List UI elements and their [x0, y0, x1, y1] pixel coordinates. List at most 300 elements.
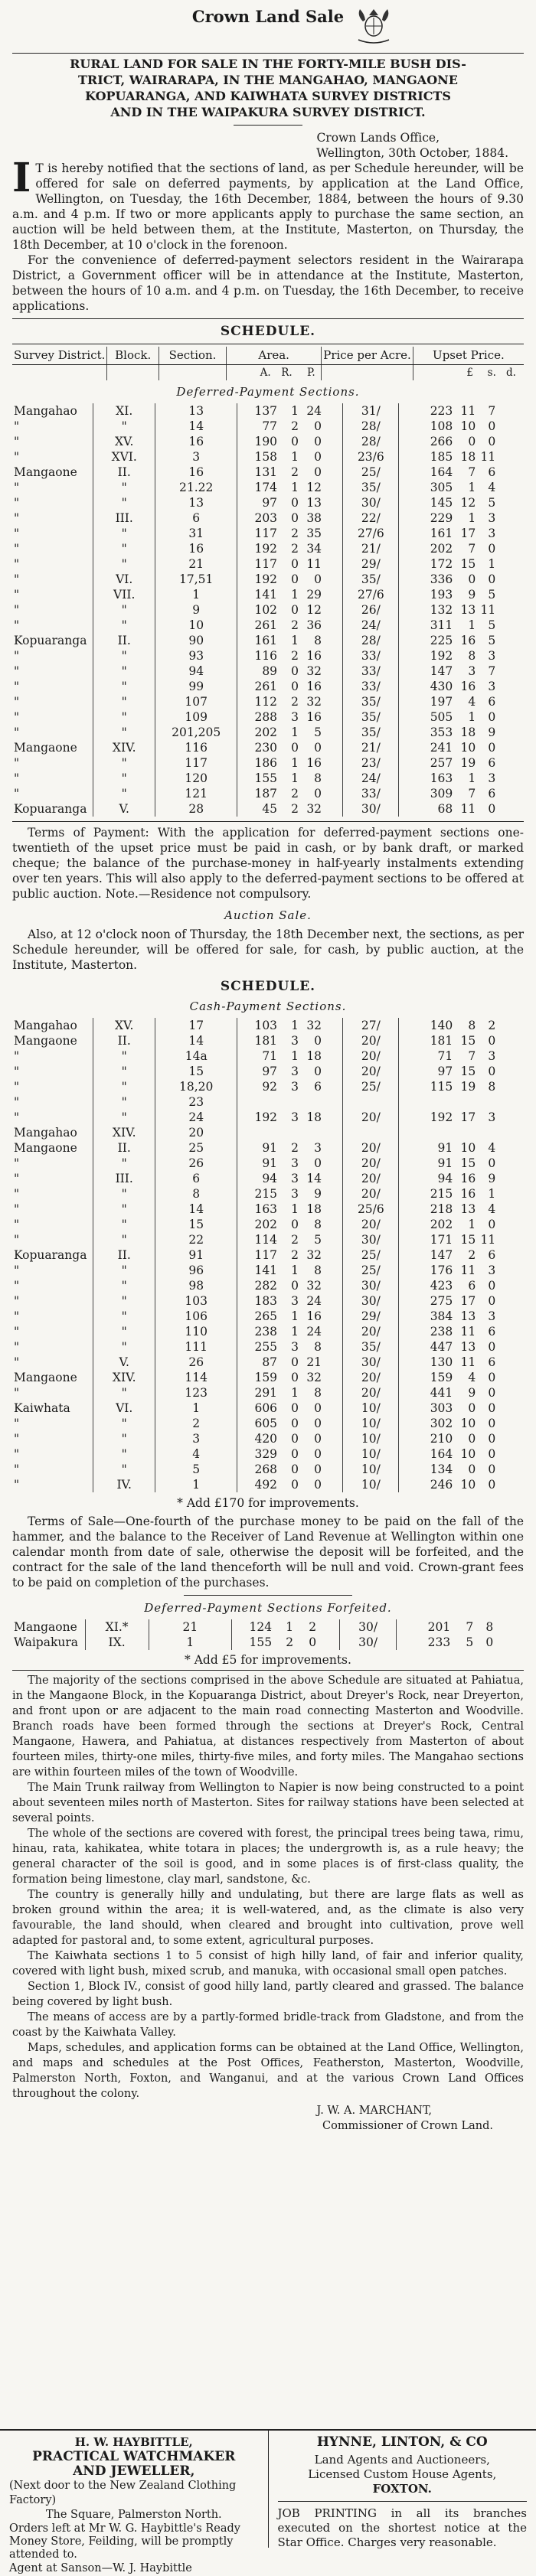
table-row	[12, 1156, 524, 1171]
table-cell: 14	[299, 1171, 322, 1186]
table-cell: 16	[155, 541, 237, 556]
table-cell-group	[399, 1446, 524, 1462]
table-cell: 2	[277, 465, 299, 480]
table-cell: 11	[453, 1355, 476, 1370]
table-cell: 10	[155, 618, 237, 633]
table-cell: Kopuaranga	[12, 801, 93, 817]
table-cell: "	[93, 1217, 155, 1232]
table-cell: 336	[400, 572, 453, 587]
table-cell: 605	[239, 1416, 277, 1431]
table-cell: 311	[400, 618, 453, 633]
table-cell: 3	[277, 1339, 299, 1355]
unit-label: d.	[496, 365, 516, 380]
table-cell: 3	[277, 1079, 299, 1094]
table-cell: 0	[299, 1462, 322, 1477]
table-cell: "	[93, 618, 155, 633]
table-cell: "	[12, 679, 93, 694]
table-cell: 92	[239, 1079, 277, 1094]
table-cell-group	[399, 434, 524, 449]
table-cell: 30/	[343, 1293, 399, 1309]
table-cell: XV.	[93, 1018, 155, 1033]
table-cell: 94	[400, 1171, 453, 1186]
table-cell: 353	[400, 725, 453, 740]
table-cell: 0	[476, 1064, 495, 1079]
table-cell: 4	[476, 1202, 495, 1217]
table-cell: 94	[239, 1171, 277, 1186]
table-cell: 158	[239, 449, 277, 465]
table-cell-group	[399, 572, 524, 587]
table-cell: 28	[155, 801, 237, 817]
table-cell: Mangaone	[12, 1140, 93, 1156]
table-cell: 0	[476, 572, 495, 587]
table-cell: 20/	[343, 1217, 399, 1232]
table-cell: 430	[400, 679, 453, 694]
table-cell: 172	[400, 556, 453, 572]
table-cell: 35/	[343, 1339, 399, 1355]
table-cell: 116	[239, 648, 277, 664]
table-row	[12, 510, 524, 526]
table-cell: 21/	[343, 541, 399, 556]
table-cell: 0	[277, 572, 299, 587]
table-cell: 33/	[343, 664, 399, 679]
table-cell: "	[93, 1309, 155, 1324]
table-cell: 20/	[343, 1064, 399, 1079]
table-cell: 11	[453, 801, 476, 817]
table-cell: 16	[299, 679, 322, 694]
drop-cap: I	[12, 161, 35, 194]
table-cell: 35/	[343, 725, 399, 740]
table-cell: 141	[239, 587, 277, 602]
table-cell: "	[93, 526, 155, 541]
table-row	[12, 1462, 524, 1477]
divider	[12, 1670, 524, 1671]
table-cell: 197	[400, 694, 453, 709]
table-cell: 10/	[343, 1431, 399, 1446]
table-cell: 15	[453, 1033, 476, 1048]
table-cell: 91	[400, 1156, 453, 1171]
table-cell: 10	[453, 1446, 476, 1462]
table-cell: 30/	[343, 1278, 399, 1293]
table-cell-group	[399, 1140, 524, 1156]
table-cell-group	[399, 1385, 524, 1400]
table-cell: 3	[476, 679, 495, 694]
table-cell-group	[237, 1140, 343, 1156]
table-cell: 0	[299, 465, 322, 480]
table-cell: 32	[299, 801, 322, 817]
body-paragraph: The majority of the sections comprised in the above Schedule are situated at Pahiatua, in the Mangaone Block, in the Kopuaranga District, about Dreyer's Rock, near Dreyerton, and front upon or are adjacent to the main road connecting Masterton and Woodville. Branch roads have been formed through the sections at Dreyer's Rock, Central Mangaone, Hawera, and Pahiatua, at distances respectively from Masterton of about fourteen miles, thirty-one miles, thirty-five miles, and forty miles. The Mangahao sections are within fourteen miles of the town of Woodville.	[12, 1673, 524, 1780]
table-cell: 45	[239, 801, 277, 817]
table-cell: 7	[450, 1619, 473, 1635]
table-cell: 492	[239, 1477, 277, 1492]
table-cell: 0	[453, 1400, 476, 1416]
table-cell: 25/6	[343, 1202, 399, 1217]
table-cell: 32	[299, 1278, 322, 1293]
table-cell: 134	[400, 1462, 453, 1477]
table-cell: 22/	[343, 510, 399, 526]
table-cell: 112	[239, 694, 277, 709]
table-cell: 36	[299, 618, 322, 633]
table-cell: 17,51	[155, 572, 237, 587]
table-cell: 20/	[343, 1140, 399, 1156]
table-cell-group	[399, 1202, 524, 1217]
table-row	[12, 786, 524, 801]
divider	[12, 53, 524, 54]
table-cell: 1	[476, 556, 495, 572]
table-cell: 233	[398, 1635, 450, 1650]
table-cell: 16	[299, 709, 322, 725]
table-cell: 9	[299, 1186, 322, 1202]
table-cell: 35/	[343, 709, 399, 725]
signature-name: J. W. A. MARCHANT,	[12, 2103, 524, 2118]
table-cell: 2	[277, 526, 299, 541]
table-cell-group	[399, 1477, 524, 1492]
table-cell: "	[93, 1079, 155, 1094]
table-cell: "	[12, 480, 93, 495]
table-cell: 2	[277, 801, 299, 817]
divider	[278, 2501, 528, 2502]
table-cell: 14a	[155, 1048, 237, 1064]
table-cell: "	[12, 1110, 93, 1125]
table-cell: 192	[239, 572, 277, 587]
table-cell: "	[12, 1431, 93, 1446]
table-cell-group	[237, 1033, 343, 1048]
table-cell: 107	[155, 694, 237, 709]
column-header: Survey District.	[12, 347, 107, 365]
table-cell: 223	[400, 403, 453, 419]
table-cell: 1	[277, 480, 299, 495]
table-cell: "	[12, 664, 93, 679]
table-cell: 16	[453, 679, 476, 694]
schedule-heading: SCHEDULE.	[12, 324, 524, 339]
table-cell: 17	[453, 1293, 476, 1309]
ad-note: Orders left at Mr W. G. Haybittle's Ready Money Store, Feilding, will be promptly attended to.	[9, 2522, 259, 2561]
table-cell: 9	[476, 1171, 495, 1186]
table-cell: "	[12, 1339, 93, 1355]
table-cell: Kopuaranga	[12, 1247, 93, 1263]
table-cell: "	[12, 449, 93, 465]
table-cell: "	[12, 1048, 93, 1064]
table-cell: 21	[149, 1619, 232, 1635]
table-cell: 30/	[343, 1355, 399, 1370]
divider	[12, 318, 524, 319]
table-cell: 29/	[343, 1309, 399, 1324]
table-cell: 186	[239, 755, 277, 771]
table-cell: III.	[93, 510, 155, 526]
table-cell-group	[399, 1309, 524, 1324]
table-row	[12, 1400, 524, 1416]
table-cell: 11	[453, 403, 476, 419]
table-row	[12, 449, 524, 465]
table-cell: 114	[155, 1370, 237, 1385]
table-cell: 91	[400, 1140, 453, 1156]
table-cell: 7	[453, 541, 476, 556]
table-cell: 155	[239, 771, 277, 786]
table-cell-group	[237, 510, 343, 526]
table-cell: 94	[155, 664, 237, 679]
table-cell: "	[93, 602, 155, 618]
table-cell: 0	[277, 1370, 299, 1385]
table-cell: 30/	[343, 1232, 399, 1247]
table-cell-group	[399, 755, 524, 771]
table-cell: 117	[239, 526, 277, 541]
table-cell: 441	[400, 1385, 453, 1400]
table-cell: "	[93, 1064, 155, 1079]
table-cell: 305	[400, 480, 453, 495]
table-cell: 71	[239, 1048, 277, 1064]
table-cell: "	[93, 1416, 155, 1431]
table-cell: 18	[453, 725, 476, 740]
table-cell: 28/	[343, 633, 399, 648]
table-cell: 18	[299, 1110, 322, 1125]
table-row	[12, 664, 524, 679]
table-cell: 3	[476, 1309, 495, 1324]
table-cell: Kopuaranga	[12, 633, 93, 648]
table-cell: 38	[299, 510, 322, 526]
table-cell: 20/	[343, 1186, 399, 1202]
table-cell: 8	[299, 771, 322, 786]
table-cell: 20/	[343, 1048, 399, 1064]
table-cell: 103	[155, 1293, 237, 1309]
table-cell: 8	[453, 1018, 476, 1033]
notice-title-line: AND IN THE WAIPAKURA SURVEY DISTRICT.	[12, 104, 524, 120]
table-cell: 23/	[343, 755, 399, 771]
table-cell-group	[399, 725, 524, 740]
table-cell: 8	[476, 1079, 495, 1094]
table-cell: 35/	[343, 694, 399, 709]
table-cell: 10/	[343, 1416, 399, 1431]
table-row	[12, 679, 524, 694]
table-cell: 0	[299, 1416, 322, 1431]
table-cell-group	[399, 771, 524, 786]
table-cell: 16	[453, 633, 476, 648]
table-cell: 7	[476, 403, 495, 419]
table-cell-group	[237, 725, 343, 740]
table-cell: 606	[239, 1400, 277, 1416]
table-cell: 3	[277, 1033, 299, 1048]
notice-paragraph: I T is hereby notified that the sections of land, as per Schedule hereunder, will be offered for sale on deferred payments, by application at the Land Office, Wellington, on Tuesday, the 16th December, 1884, between the hours of 9.30 a.m. and 4 p.m. If two or more applicants apply to purchase the same section, an auction will be held between them, at the Institute, Masterton, on Thursday, the 18th December, at 10 o'clock in the forenoon.	[12, 161, 524, 253]
table-cell: 0	[299, 1064, 322, 1079]
table-cell: 10/	[343, 1446, 399, 1462]
table-cell: 21.22	[155, 480, 237, 495]
table-row	[12, 526, 524, 541]
table-cell: IV.	[93, 1477, 155, 1492]
table-cell: 117	[155, 755, 237, 771]
table-cell: "	[12, 1293, 93, 1309]
table-cell-group	[399, 648, 524, 664]
table-cell: "	[12, 1446, 93, 1462]
table-cell: 238	[239, 1324, 277, 1339]
table-cell: 25/	[343, 1079, 399, 1094]
table-cell-group	[397, 1619, 524, 1635]
table-cell: 32	[299, 1370, 322, 1385]
table-row	[12, 1309, 524, 1324]
table-cell-group	[399, 801, 524, 817]
table-cell: 1	[155, 587, 237, 602]
table-cell-group	[399, 679, 524, 694]
table-body	[12, 1619, 524, 1650]
table-cell: 238	[400, 1324, 453, 1339]
table-cell: "	[12, 541, 93, 556]
table-cell: 0	[476, 740, 495, 755]
table-cell: II.	[93, 1033, 155, 1048]
table-cell: V.	[93, 1355, 155, 1370]
table-cell-group	[399, 1186, 524, 1202]
table-cell: Mangaone	[12, 465, 93, 480]
table-cell: 6	[299, 1079, 322, 1094]
table-cell: 0	[299, 1446, 322, 1462]
table-cell: 201,205	[155, 725, 237, 740]
table-cell: Mangahao	[12, 403, 93, 419]
table-cell-group	[399, 694, 524, 709]
ad-line: Licensed Custom House Agents,	[278, 2467, 528, 2482]
table-cell-group	[237, 1048, 343, 1064]
table-cell: 24	[299, 1293, 322, 1309]
table-cell: 121	[155, 786, 237, 801]
table-cell: "	[12, 1324, 93, 1339]
table-cell-group	[399, 480, 524, 495]
table-cell: 225	[400, 633, 453, 648]
table-row	[12, 1094, 524, 1110]
table-cell: 309	[400, 786, 453, 801]
table-cell: 140	[400, 1018, 453, 1033]
table-cell: 161	[239, 633, 277, 648]
table-cell: 26	[155, 1355, 237, 1370]
table-cell: 1	[277, 755, 299, 771]
table-cell: "	[12, 1171, 93, 1186]
table-cell: "	[12, 709, 93, 725]
table-cell-group	[232, 1619, 340, 1635]
table-cell: 155	[234, 1635, 272, 1650]
table-cell-group	[399, 740, 524, 755]
table-cell: 9	[476, 725, 495, 740]
table-cell: 12	[299, 602, 322, 618]
auction-heading: Auction Sale.	[12, 908, 524, 923]
table-cell: II.	[93, 1140, 155, 1156]
table-cell: 33/	[343, 786, 399, 801]
footnote: * Add £5 for improvements.	[12, 1652, 524, 1668]
table-cell-group	[237, 1370, 343, 1385]
table-cell: "	[12, 1156, 93, 1171]
table-cell: 25/	[343, 1263, 399, 1278]
table-row	[12, 1635, 524, 1650]
table-cell: "	[93, 1263, 155, 1278]
table-row	[12, 1048, 524, 1064]
table-row	[12, 1431, 524, 1446]
table-cell: "	[12, 1186, 93, 1202]
table-cell: XV.	[93, 434, 155, 449]
table-cell: 3	[476, 1110, 495, 1125]
table-cell: 9	[453, 587, 476, 602]
table-cell: 176	[400, 1263, 453, 1278]
table-cell-group	[237, 1416, 343, 1431]
table-cell: "	[12, 648, 93, 664]
table-cell: "	[93, 648, 155, 664]
table-cell: Kaiwhata	[12, 1400, 93, 1416]
table-row	[12, 1202, 524, 1217]
table-row	[12, 1217, 524, 1232]
table-cell: 257	[400, 755, 453, 771]
table-cell: "	[12, 786, 93, 801]
table-cell-group	[237, 587, 343, 602]
table-cell: 93	[155, 648, 237, 664]
schedule-heading-2: SCHEDULE.	[12, 979, 524, 994]
table-cell: 32	[299, 1018, 322, 1033]
table-cell: "	[93, 725, 155, 740]
table-cell: "	[93, 1462, 155, 1477]
table-cell-group	[237, 1431, 343, 1446]
table-cell: 246	[400, 1477, 453, 1492]
table-cell: 18	[453, 449, 476, 465]
table-cell: 3	[476, 510, 495, 526]
table-cell: "	[12, 725, 93, 740]
table-cell: 26	[155, 1156, 237, 1171]
table-row	[12, 572, 524, 587]
table-cell: 1	[453, 618, 476, 633]
table-cell: 1	[149, 1635, 232, 1650]
table-cell: 117	[239, 556, 277, 572]
table-cell: 229	[400, 510, 453, 526]
table-cell: XI.	[93, 403, 155, 419]
table-cell: 423	[400, 1278, 453, 1293]
table-cell: 14	[155, 419, 237, 434]
table-cell: 192	[400, 648, 453, 664]
table-cell-group	[237, 740, 343, 755]
footnote: * Add £170 for improvements.	[12, 1495, 524, 1511]
table-cell: 13	[453, 1309, 476, 1324]
table-cell: 31	[155, 526, 237, 541]
table-row	[12, 465, 524, 480]
table-cell: 2	[155, 1416, 237, 1431]
table-cell: "	[12, 1477, 93, 1492]
table-cell-group	[237, 801, 343, 817]
ad-town: FOXTON.	[278, 2482, 528, 2496]
table-cell-group	[237, 1324, 343, 1339]
table-cell: 23	[155, 1094, 237, 1110]
table-cell: VI.	[93, 572, 155, 587]
table-cell: 0	[299, 434, 322, 449]
table-cell-group	[399, 1217, 524, 1232]
table-cell: 0	[476, 541, 495, 556]
table-cell: 0	[473, 1635, 493, 1650]
table-cell: 268	[239, 1462, 277, 1477]
table-cell-group	[232, 1635, 340, 1650]
table-cell: 17	[453, 1110, 476, 1125]
ad-name: HYNNE, LINTON, & CO	[278, 2435, 528, 2450]
table-cell: 6	[476, 465, 495, 480]
table-cell: "	[93, 1110, 155, 1125]
table-cell: 0	[476, 801, 495, 817]
table-cell: 1	[476, 1186, 495, 1202]
table-cell: 1	[453, 480, 476, 495]
table-cell: 4	[476, 480, 495, 495]
table-cell: 5	[476, 587, 495, 602]
table-cell: 0	[277, 1416, 299, 1431]
notice-title-line: RURAL LAND FOR SALE IN THE FORTY-MILE BUSH DIS-	[12, 56, 524, 72]
table-cell: 1	[453, 709, 476, 725]
table-cell: 20/	[343, 1033, 399, 1048]
table-cell-group	[399, 1156, 524, 1171]
column-header: Section.	[159, 347, 227, 365]
table-body	[12, 403, 524, 817]
body-paragraph: The Kaiwhata sections 1 to 5 consist of high hilly land, of fair and inferior quality, covered with light bush, mixed scrub, and manuka, with occasional small open patches.	[12, 1948, 524, 1979]
table-cell-group	[399, 449, 524, 465]
table-cell-group	[237, 1400, 343, 1416]
table-cell: 0	[277, 1400, 299, 1416]
table-cell-group	[237, 1446, 343, 1462]
table-cell: 3	[277, 1064, 299, 1079]
table-cell: "	[12, 587, 93, 602]
terms-of-sale: Terms of Sale—One-fourth of the purchase money to be paid on the fall of the hammer, and the balance to the Receiver of Land Revenue at Wellington within one calendar month from date of sale, otherwise the deposit will be forfeited, and the contract for the sale of the land thenceforth will be null and void. Crown-grant fees to be paid on completion of the purchases.	[12, 1514, 524, 1590]
